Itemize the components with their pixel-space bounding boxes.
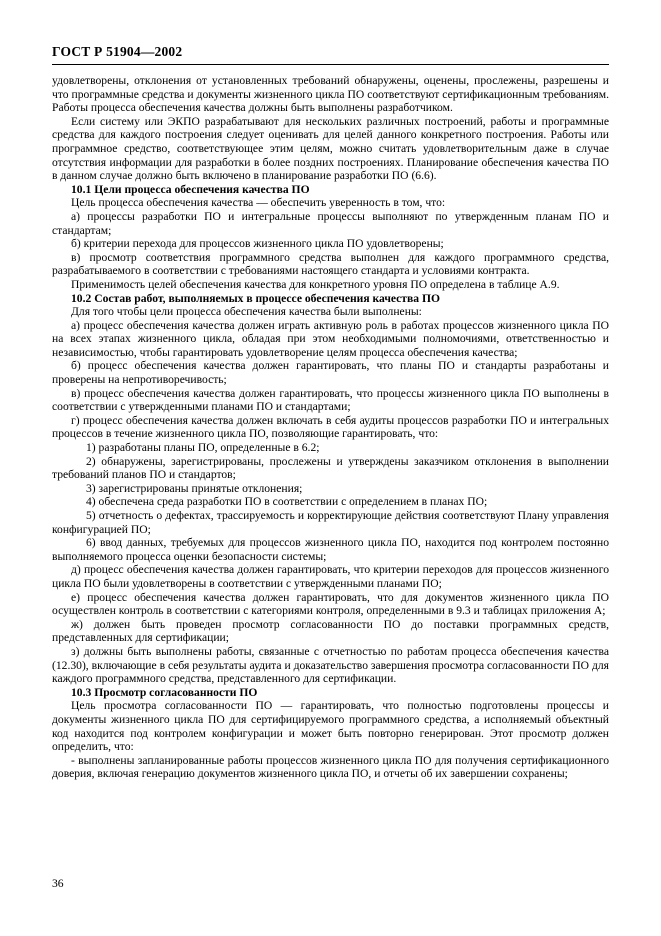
list-item: 5) отчетность о дефектах, трассируемость и корректирующие действия соответствуют Плану управления конфигурацией ПО; — [52, 509, 609, 536]
list-item: е) процесс обеспечения качества должен гарантировать, что для документов жизненного цикла ПО осуществлен контроль в соответствии с категориями контроля, определенными в 9.3 и таблицах приложения А; — [52, 590, 609, 618]
section-title: Просмотр согласованности ПО — [94, 685, 258, 699]
paragraph: Цель процесса обеспечения качества — обеспечить уверенность в том, что: — [71, 196, 446, 210]
list-item: 3) зарегистрированы принятые отклонения; — [86, 481, 303, 495]
list-item: з) должны быть выполнены работы, связанные с отчетностью по работам процесса обеспечения качества (12.30), включающие в себя результаты аудита и доказательство завершения просмотра согласованности ПО для каждого программного средства, представленного для сертификации. — [52, 644, 609, 686]
paragraph: Применимость целей обеспечения качества для конкретного уровня ПО определена в таблице А.9. — [71, 277, 560, 291]
paragraph: Цель просмотра согласованности ПО — гарантировать, что полностью подготовлены процессы и документы жизненного цикла ПО для сертифицируемого программного средства, а исполняемый объектный код находится под контролем конфигурации и может быть повторно генерирован. Этот просмотр должен определить, что: — [52, 699, 609, 754]
section-number: 10.3 — [71, 685, 92, 699]
paragraph: Для того чтобы цели процесса обеспечения качества были выполнены: — [71, 305, 422, 319]
document-body — [52, 74, 609, 781]
list-item: д) процесс обеспечения качества должен гарантировать, что критерии переходов для процессов жизненного цикла ПО были удовлетворены в соответствии с утвержденными планами ПО; — [52, 563, 609, 590]
paragraph: удовлетворены, отклонения от установленных требований обнаружены, оценены, прослежены, разрешены и что программные средства и документы жизненного цикла ПО соответствуют сертификационным требованиям. Работы процесса обеспечения качества должны быть выполнены разработчиком. — [52, 74, 609, 115]
list-item: 6) ввод данных, требуемых для процессов жизненного цикла ПО, находится под контролем постоянно выполняемого процесса оценки безопасности системы; — [52, 536, 609, 563]
list-item: б) процесс обеспечения качества должен гарантировать, что планы ПО и стандарты разработаны и проверены на непротиворечивость; — [52, 359, 609, 387]
paragraph: Если систему или ЭКПО разрабатывают для нескольких различных построений, работы и программные средства для каждого построения следует оценивать для целей данного конкретного построения. Работы или программное средство, соответствующее этим целям, можно считать удовлетворительным даже в случае отсутствия информации для разработки в более поздних построениях. Планирование обеспечения качества ПО в данном случае должно быть включено в планирование разработки ПО (6.6). — [52, 114, 609, 183]
page-header: ГОСТ Р 51904—2002 — [52, 44, 183, 59]
section-heading — [52, 183, 609, 197]
list-item: а) процесс обеспечения качества должен играть активную роль в работах процессов жизненного цикла ПО на всех этапах жизненного цикла, обладая при этом необходимыми полномочиями, ответственностью и независимостью, чтобы гарантировать удовлетворение целям процесса обеспечения качества; — [52, 318, 609, 359]
section-number: 10.2 — [71, 291, 92, 305]
list-item: 4) обеспечена среда разработки ПО в соответствии с определением в планах ПО; — [86, 495, 488, 509]
section-title: Состав работ, выполняемых в процессе обеспечения качества ПО — [94, 291, 440, 305]
list-item: ж) должен быть проведен просмотр согласованности ПО до поставки программных средств, представленных для сертификации; — [52, 617, 609, 645]
page-number: 36 — [52, 877, 64, 890]
list-item: в) процесс обеспечения качества должен гарантировать, что процессы жизненного цикла ПО выполнены в соответствии с утвержденными планами ПО и стандартами; — [52, 386, 609, 414]
list-item: в) просмотр соответствия программного средства выполнен для каждого программного средства, разрабатываемого в соответствии с требованиями настоящего стандарта и условиями контракта. — [52, 250, 609, 278]
header-divider — [52, 64, 609, 65]
list-item: 1) разработаны планы ПО, определенные в 6.2; — [86, 441, 320, 455]
list-item: б) критерии перехода для процессов жизненного цикла ПО удовлетворены; — [71, 237, 444, 251]
section-title: Цели процесса обеспечения качества ПО — [94, 182, 310, 196]
list-item: г) процесс обеспечения качества должен включать в себя аудиты процессов разработки ПО и интегральных процессов в течение жизненного цикла ПО, позволяющие гарантировать, что: — [52, 413, 609, 441]
list-item: 2) обнаружены, зарегистрированы, прослежены и утверждены заказчиком отклонения в выполнении требований планов ПО и стандартов; — [52, 454, 609, 482]
section-number: 10.1 — [71, 182, 92, 196]
list-item: а) процессы разработки ПО и интегральные процессы выполняют по утвержденным планам ПО и стандартам; — [52, 209, 609, 237]
list-item: - выполнены запланированные работы процессов жизненного цикла ПО для получения сертификационного доверия, включая генерацию документов жизненного цикла ПО, и отчеты об их завершении сохранены; — [52, 753, 609, 781]
section-heading — [52, 686, 609, 700]
section-heading — [52, 292, 609, 306]
